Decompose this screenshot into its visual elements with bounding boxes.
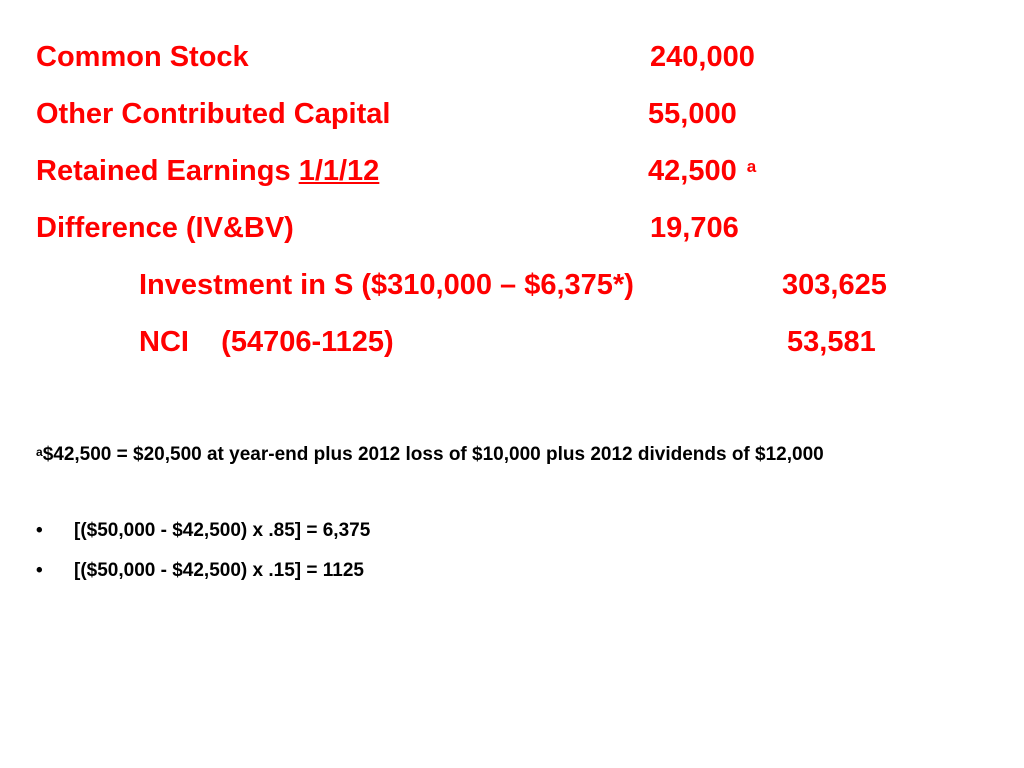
- entry-label-nci: NCI (54706-1125): [139, 326, 394, 358]
- entry-label-other-contributed-capital: Other Contributed Capital: [36, 98, 391, 130]
- footnote-marker: a: [746, 157, 757, 176]
- retained-earnings-label: Retained Earnings: [36, 155, 291, 187]
- footnote: [36, 439, 996, 470]
- bullet-text: [($50,000 - $42,500) x .85] = 6,375: [74, 520, 371, 541]
- entry-amount-difference: 19,706: [650, 212, 739, 244]
- entry-label-common-stock: Common Stock: [36, 41, 249, 73]
- entry-label-investment-in-s: Investment in S ($310,000 – $6,375*): [139, 269, 634, 301]
- footnote-superscript: a: [36, 445, 43, 459]
- bullet-icon: •: [36, 520, 43, 541]
- retained-earnings-date: 1/1/12: [298, 155, 380, 187]
- retained-earnings-amount: 42,500: [648, 155, 737, 187]
- footnote-text: $42,500 = $20,500 at year-end plus 2012 loss of $10,000 plus 2012 dividends of $12,000: [42, 444, 824, 465]
- entry-label-retained-earnings: [36, 154, 379, 188]
- bullet-text: [($50,000 - $42,500) x .15] = 1125: [74, 560, 364, 581]
- bullet-item-2: [36, 558, 636, 584]
- entry-label-difference: Difference (IV&BV): [36, 212, 294, 244]
- entry-amount-nci: 53,581: [787, 326, 876, 358]
- entry-amount-other-contributed-capital: 55,000: [648, 98, 737, 130]
- bullet-item-1: [36, 518, 636, 544]
- entry-amount-investment-in-s: 303,625: [782, 269, 887, 301]
- entry-amount-common-stock: 240,000: [650, 41, 755, 73]
- bullet-icon: •: [36, 560, 43, 581]
- entry-amount-retained-earnings: [648, 154, 756, 188]
